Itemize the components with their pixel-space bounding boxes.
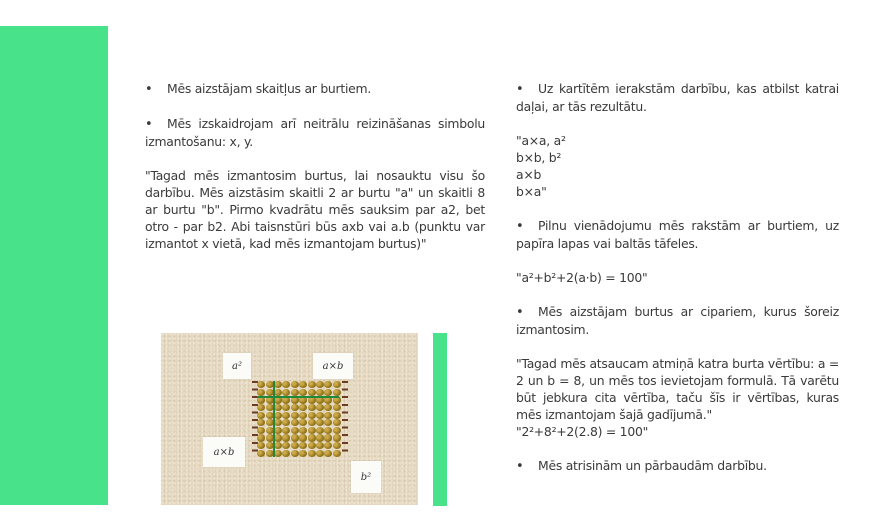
bead — [299, 450, 307, 457]
bead — [291, 412, 299, 419]
bead — [291, 427, 299, 434]
bead — [274, 381, 282, 388]
left-text-column — [145, 80, 485, 269]
bead — [257, 450, 265, 457]
bead-grid — [257, 381, 341, 457]
bead — [333, 389, 341, 396]
right-text-column — [516, 80, 839, 492]
bead — [282, 404, 290, 411]
bead — [257, 427, 265, 434]
bead — [324, 419, 332, 426]
bead — [257, 434, 265, 441]
wire-loops-right — [342, 381, 348, 457]
bead — [324, 412, 332, 419]
bullet-icon — [516, 217, 538, 235]
bead — [274, 450, 282, 457]
bead — [282, 381, 290, 388]
bead — [316, 450, 324, 457]
card-b-squared: b² — [351, 461, 381, 493]
bead — [308, 404, 316, 411]
bead — [299, 442, 307, 449]
bullet-paragraph: •Pilnu vienādojumu mēs rakstām ar burtiem, uz papīra lapas vai baltās tāfeles. — [516, 217, 839, 252]
bead — [291, 419, 299, 426]
bead — [333, 381, 341, 388]
bullet-icon — [516, 80, 538, 98]
bead — [324, 427, 332, 434]
bead — [257, 419, 265, 426]
formula-letters: "a²+b²+2(a·b) = 100" — [516, 270, 648, 285]
bead — [308, 419, 316, 426]
divider-line-horizontal — [257, 396, 339, 398]
formula-list: "a×a, a² b×b, b² a×b b×a" — [516, 133, 566, 199]
bead — [333, 404, 341, 411]
divider-line-vertical — [273, 381, 275, 457]
bead — [324, 381, 332, 388]
bead — [299, 419, 307, 426]
bead — [257, 381, 265, 388]
bead — [333, 442, 341, 449]
bead — [291, 404, 299, 411]
bead — [308, 434, 316, 441]
bead — [282, 450, 290, 457]
bead — [282, 389, 290, 396]
bullet-paragraph: •Mēs izskaidrojam arī neitrālu reizināšanas simbolu izmantošanu: x, y. — [145, 115, 485, 150]
card-a-squared: a² — [223, 353, 251, 379]
bead — [257, 404, 265, 411]
card-a-times-b-top: a×b — [313, 353, 353, 379]
bullet-paragraph: •Mēs atrisinām un pārbaudām darbību. — [516, 457, 839, 475]
bullet-paragraph: •Mēs aizstājam skaitļus ar burtiem. — [145, 80, 485, 98]
card-a-times-b-left: a×b — [203, 437, 245, 467]
quote-paragraph: "Tagad mēs atsaucam atmiņā katra burta vērtību: a = 2 un b = 8, un mēs tos ievietojam formulā. Tā varētu būt jebkura cita vērtība, taču šīs ir vērtības, kuras mēs izmantojam šajā gadījumā." — [516, 356, 839, 422]
bead — [299, 434, 307, 441]
bead — [274, 419, 282, 426]
bead — [308, 381, 316, 388]
bead — [333, 419, 341, 426]
bead — [282, 434, 290, 441]
bead — [316, 442, 324, 449]
bead — [308, 450, 316, 457]
bead — [291, 381, 299, 388]
bead — [324, 442, 332, 449]
bead — [316, 381, 324, 388]
bead — [274, 412, 282, 419]
formula-numbers: "2²+8²+2(2.8) = 100" — [516, 424, 649, 439]
bead-square — [254, 381, 344, 457]
bead — [333, 450, 341, 457]
bead — [274, 404, 282, 411]
bead — [324, 389, 332, 396]
bead — [308, 412, 316, 419]
decorative-green-bar-left — [0, 26, 108, 505]
bead — [257, 412, 265, 419]
bead — [316, 427, 324, 434]
bead — [291, 389, 299, 396]
bullet-icon — [516, 303, 538, 321]
bead — [324, 404, 332, 411]
bead — [299, 381, 307, 388]
bead — [282, 442, 290, 449]
decorative-green-bar-thin — [433, 333, 447, 506]
bead — [316, 404, 324, 411]
bead — [333, 427, 341, 434]
bullet-paragraph: •Mēs aizstājam burtus ar cipariem, kurus šoreiz izmantosim. — [516, 303, 839, 338]
bead — [274, 442, 282, 449]
bead — [282, 419, 290, 426]
bead — [316, 419, 324, 426]
bead — [299, 404, 307, 411]
bead — [257, 442, 265, 449]
bead — [299, 389, 307, 396]
bead — [316, 389, 324, 396]
bead — [274, 389, 282, 396]
bead — [274, 427, 282, 434]
bullet-icon — [516, 457, 538, 475]
bead — [299, 412, 307, 419]
bead — [282, 427, 290, 434]
bead — [324, 434, 332, 441]
bead — [316, 434, 324, 441]
bead — [291, 450, 299, 457]
bead — [299, 427, 307, 434]
bead — [291, 442, 299, 449]
quote-paragraph: "Tagad mēs izmantosim burtus, lai nosauktu visu šo darbību. Mēs aizstāsim skaitli 2 ar burtu "a" un skaitli 8 ar burtu "b". Pirmo kvadrātu mēs sauksim par a2, bet otro - par b2. Abi taisnstūri būs axb vai a.b (punktu var izmantot x vietā, kad mēs izmantojam burtus)" — [145, 168, 485, 251]
bead — [274, 434, 282, 441]
bead — [308, 389, 316, 396]
bullet-icon — [145, 115, 167, 133]
bead — [316, 412, 324, 419]
bead — [308, 442, 316, 449]
bead — [308, 427, 316, 434]
bullet-paragraph: •Uz kartītēm ierakstām darbību, kas atbilst katrai daļai, ar tās rezultātu. — [516, 80, 839, 115]
bead-square-photo — [161, 333, 418, 505]
bead — [324, 450, 332, 457]
bead — [282, 412, 290, 419]
bead — [291, 434, 299, 441]
bullet-icon — [145, 80, 167, 98]
bead — [333, 434, 341, 441]
bead — [257, 389, 265, 396]
bead — [333, 412, 341, 419]
